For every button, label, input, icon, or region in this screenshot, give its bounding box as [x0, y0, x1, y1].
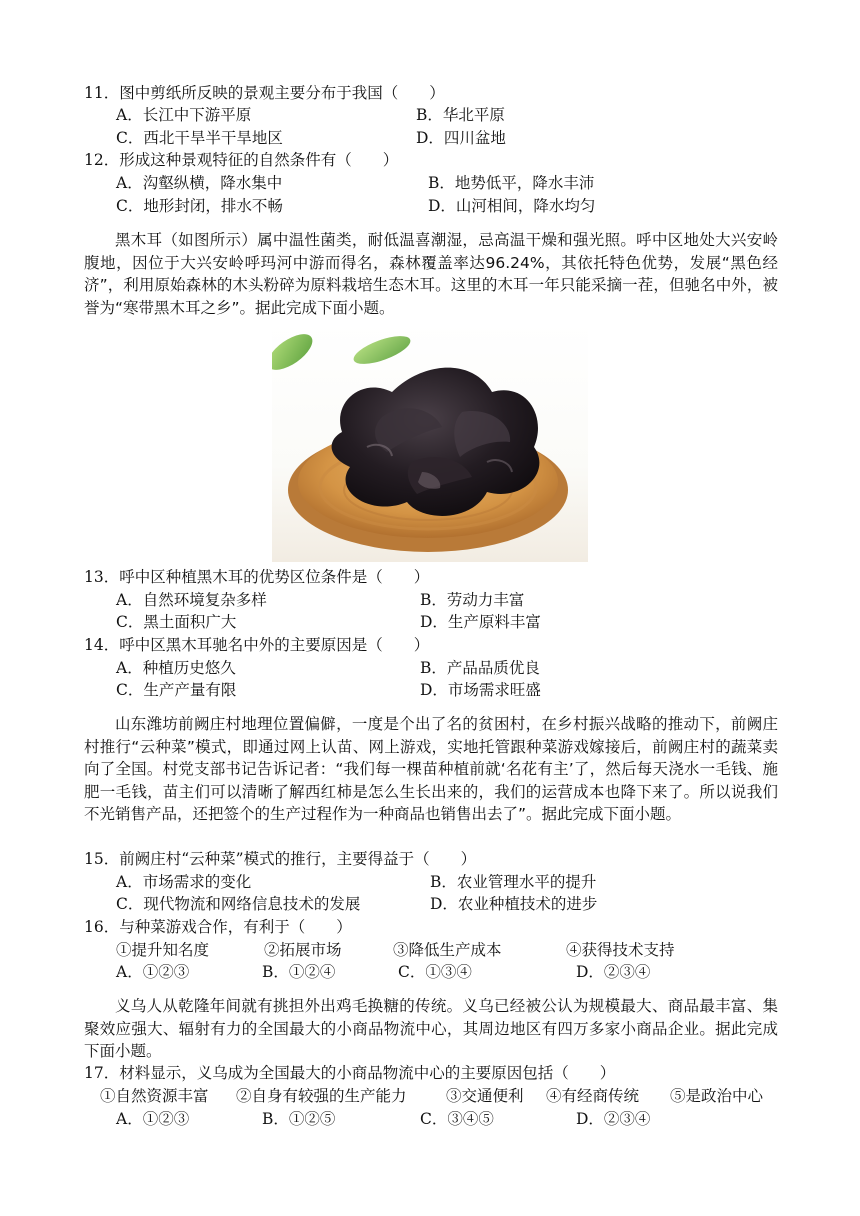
- question-13-option-b: B．劳动力丰富: [420, 591, 525, 609]
- question-11-option-b: B．华北平原: [416, 106, 505, 124]
- question-17-stem: 17．材料显示，义乌成为全国最大的小商品物流中心的主要原因包括（ ）: [84, 1064, 616, 1082]
- question-14-option-c: C．生产产量有限: [116, 681, 237, 699]
- question-12-stem: 12．形成这种景观特征的自然条件有（ ）: [84, 151, 399, 169]
- question-14-option-b: B．产品品质优良: [420, 659, 540, 677]
- question-11-stem: 11．图中剪纸所反映的景观主要分布于我国（ ）: [84, 84, 445, 102]
- question-16-item-2: ②拓展市场: [264, 941, 342, 959]
- question-11-option-a: A．长江中下游平原: [116, 106, 252, 124]
- question-15-option-b: B．农业管理水平的提升: [430, 873, 597, 891]
- question-13-option-d: D．生产原料丰富: [420, 613, 541, 631]
- question-16-item-1: ①提升知名度: [116, 941, 210, 959]
- question-16-option-b: B．①②④: [262, 963, 336, 981]
- question-16-option-d: D．②③④: [576, 963, 651, 981]
- passage-yiwu: 义乌人从乾隆年间就有挑担外出鸡毛换糖的传统。义乌已经被公认为规模最大、商品最丰富、集聚效应强大、辐射有力的全国最大的小商品物流中心，其周边地区有四万多家小商品企业。据此完成下面小题。: [84, 997, 778, 1061]
- question-12-option-b: B．地势低平，降水丰沛: [428, 174, 595, 192]
- question-17-option-c: C．③④⑤: [420, 1110, 494, 1128]
- question-17-item-5: ⑤是政治中心: [670, 1087, 764, 1105]
- question-16-option-c: C．①③④: [398, 963, 472, 981]
- question-17-option-b: B．①②⑤: [262, 1110, 336, 1128]
- question-15-option-a: A．市场需求的变化: [116, 873, 252, 891]
- question-17-item-1: ①自然资源丰富: [100, 1087, 209, 1105]
- question-16-item-4: ④获得技术支持: [566, 941, 675, 959]
- passage-black-fungus: 黑木耳（如图所示）属中温性菌类，耐低温喜潮湿，忌高温干燥和强光照。呼中区地处大兴安岭腹地，因位于大兴安岭呼玛河中游而得名，森林覆盖率达96.24%，其依托特色优势，发展“黑色经济”，利用原始森林的木头粉碎为原料栽培生态木耳。这里的木耳一年只能采摘一茬，但驰名中外，被誉为“寒带黑木耳之乡”。据此完成下面小题。: [84, 231, 778, 317]
- question-15-option-c: C．现代物流和网络信息技术的发展: [116, 895, 361, 913]
- question-17-item-3: ③交通便利: [446, 1087, 524, 1105]
- question-11-option-d: D．四川盆地: [416, 129, 506, 147]
- question-12-option-a: A．沟壑纵横，降水集中: [116, 174, 283, 192]
- question-13-option-a: A．自然环境复杂多样: [116, 591, 267, 609]
- question-16-stem: 16．与种菜游戏合作，有利于（ ）: [84, 918, 352, 936]
- question-12-option-d: D．山河相间，降水均匀: [428, 197, 596, 215]
- question-14-option-d: D．市场需求旺盛: [420, 681, 541, 699]
- question-17-option-d: D．②③④: [576, 1110, 651, 1128]
- black-fungus-photo: [272, 322, 588, 562]
- question-17-item-4: ④有经商传统: [546, 1087, 640, 1105]
- question-15-stem: 15．前阙庄村“云种菜”模式的推行，主要得益于（ ）: [84, 850, 477, 868]
- question-13-option-c: C．黑土面积广大: [116, 613, 237, 631]
- question-14-stem: 14．呼中区黑木耳驰名中外的主要原因是（ ）: [84, 636, 430, 654]
- question-11-option-c: C．西北干旱半干旱地区: [116, 129, 283, 147]
- question-15-option-d: D．农业种植技术的进步: [430, 895, 598, 913]
- question-17-option-a: A．①②③: [116, 1110, 190, 1128]
- question-12-option-c: C．地形封闭，排水不畅: [116, 197, 283, 215]
- question-16-option-a: A．①②③: [116, 963, 190, 981]
- question-16-item-3: ③降低生产成本: [393, 941, 502, 959]
- passage-cloud-farming: 山东潍坊前阙庄村地理位置偏僻，一度是个出了名的贫困村，在乡村振兴战略的推动下，前阙庄村推行“云种菜”模式，即通过网上认苗、网上游戏，实地托管跟种菜游戏嫁接后，前阙庄村的蔬菜卖向了全国。村党支部书记告诉记者：“我们每一棵苗种植前就‘名花有主’了，然后每天浇水一毛钱、施肥一毛钱，苗主们可以清晰了解西红柿是怎么生长出来的，我们的运营成本也降下来了。所以说我们不光销售产品，还把签个的生产过程作为一种商品也销售出去了”。据此完成下面小题。: [84, 715, 778, 824]
- question-14-option-a: A．种植历史悠久: [116, 659, 236, 677]
- question-13-stem: 13．呼中区种植黑木耳的优势区位条件是（ ）: [84, 568, 430, 586]
- question-17-item-2: ②自身有较强的生产能力: [236, 1087, 407, 1105]
